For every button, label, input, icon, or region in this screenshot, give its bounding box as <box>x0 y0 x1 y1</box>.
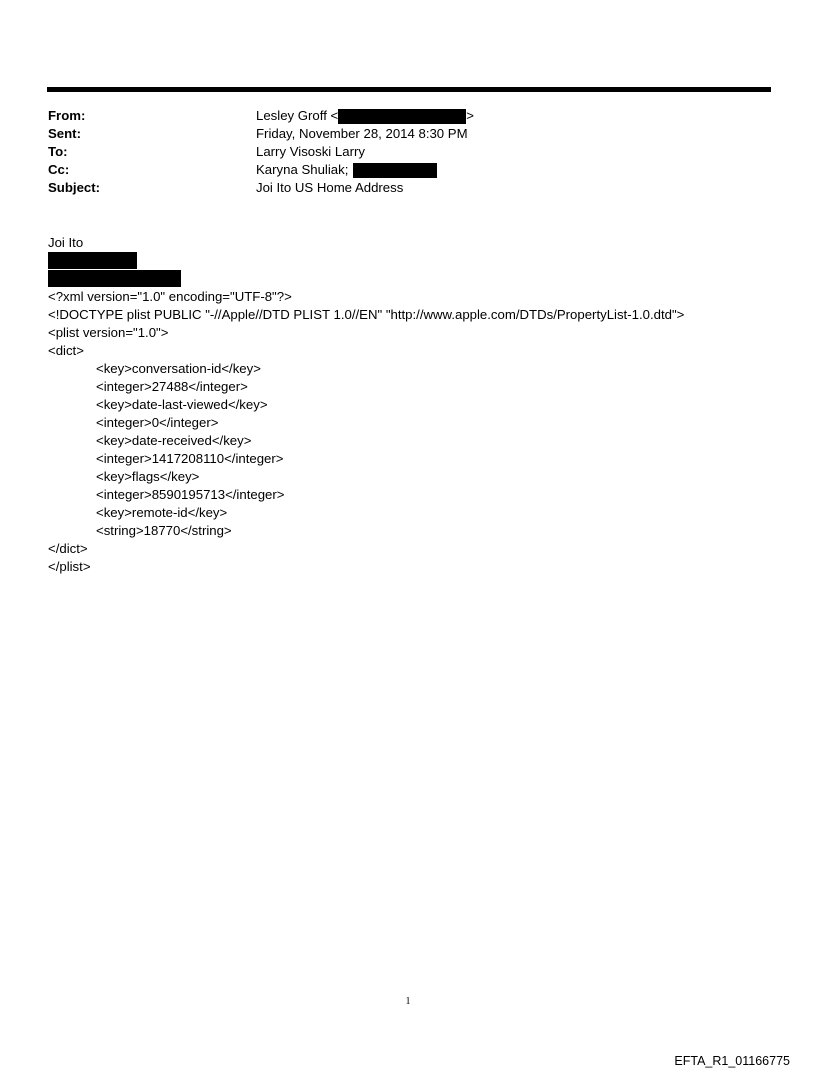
from-label: From: <box>48 108 86 123</box>
doctype-line: <!DOCTYPE plist PUBLIC "-//Apple//DTD PLIST 1.0//EN" "http://www.apple.com/DTDs/PropertyList-1.0.dtd"> <box>48 307 685 322</box>
cc-name: Karyna Shuliak; <box>256 162 349 177</box>
to-row <box>48 143 648 161</box>
subject-label: Subject: <box>48 180 101 195</box>
sent-value: Friday, November 28, 2014 8:30 PM <box>256 126 468 141</box>
subject-value: Joi Ito US Home Address <box>256 180 404 195</box>
dict-close: </dict> <box>48 541 88 556</box>
xml-declaration: <?xml version="1.0" encoding="UTF-8"?> <box>48 289 292 304</box>
dict-entry-line: <key>date-received</key> <box>96 433 252 448</box>
redacted-line <box>48 270 768 288</box>
contact-name: Joi Ito <box>48 235 84 250</box>
dict-entry-line: <key>date-last-viewed</key> <box>96 397 268 412</box>
dict-entry-line: <key>remote-id</key> <box>96 505 228 520</box>
from-close: > <box>466 108 474 123</box>
dict-entry-line: <integer>8590195713</integer> <box>96 487 285 502</box>
document-id: EFTA_R1_01166775 <box>674 1054 790 1068</box>
sent-row <box>48 125 648 143</box>
email-header <box>48 107 648 197</box>
redaction-block <box>48 252 137 269</box>
dict-entry-line: <key>conversation-id</key> <box>96 361 261 376</box>
header-rule <box>47 87 771 92</box>
sent-label: Sent: <box>48 126 81 141</box>
dict-entry-line: <integer>0</integer> <box>96 415 219 430</box>
dict-open: <dict> <box>48 343 84 358</box>
to-label: To: <box>48 144 68 159</box>
page-number: 1 <box>405 996 411 1007</box>
dict-entry-line: <integer>1417208110</integer> <box>96 451 284 466</box>
to-value: Larry Visoski Larry <box>256 144 365 159</box>
subject-row <box>48 179 648 197</box>
dict-entry-line: <key>flags</key> <box>96 469 200 484</box>
cc-label: Cc: <box>48 162 70 177</box>
cc-value <box>256 161 437 179</box>
dict-entry-line: <integer>27488</integer> <box>96 379 248 394</box>
redaction-block <box>338 109 466 124</box>
from-row <box>48 107 648 125</box>
email-body <box>48 234 768 576</box>
plist-open: <plist version="1.0"> <box>48 325 169 340</box>
from-name: Lesley Groff < <box>256 108 339 123</box>
dict-entry-line: <string>18770</string> <box>96 523 232 538</box>
redacted-line <box>48 252 768 270</box>
plist-close: </plist> <box>48 559 91 574</box>
redaction-block <box>353 163 437 178</box>
redaction-block <box>48 270 181 287</box>
cc-row <box>48 161 648 179</box>
from-value <box>256 107 474 125</box>
